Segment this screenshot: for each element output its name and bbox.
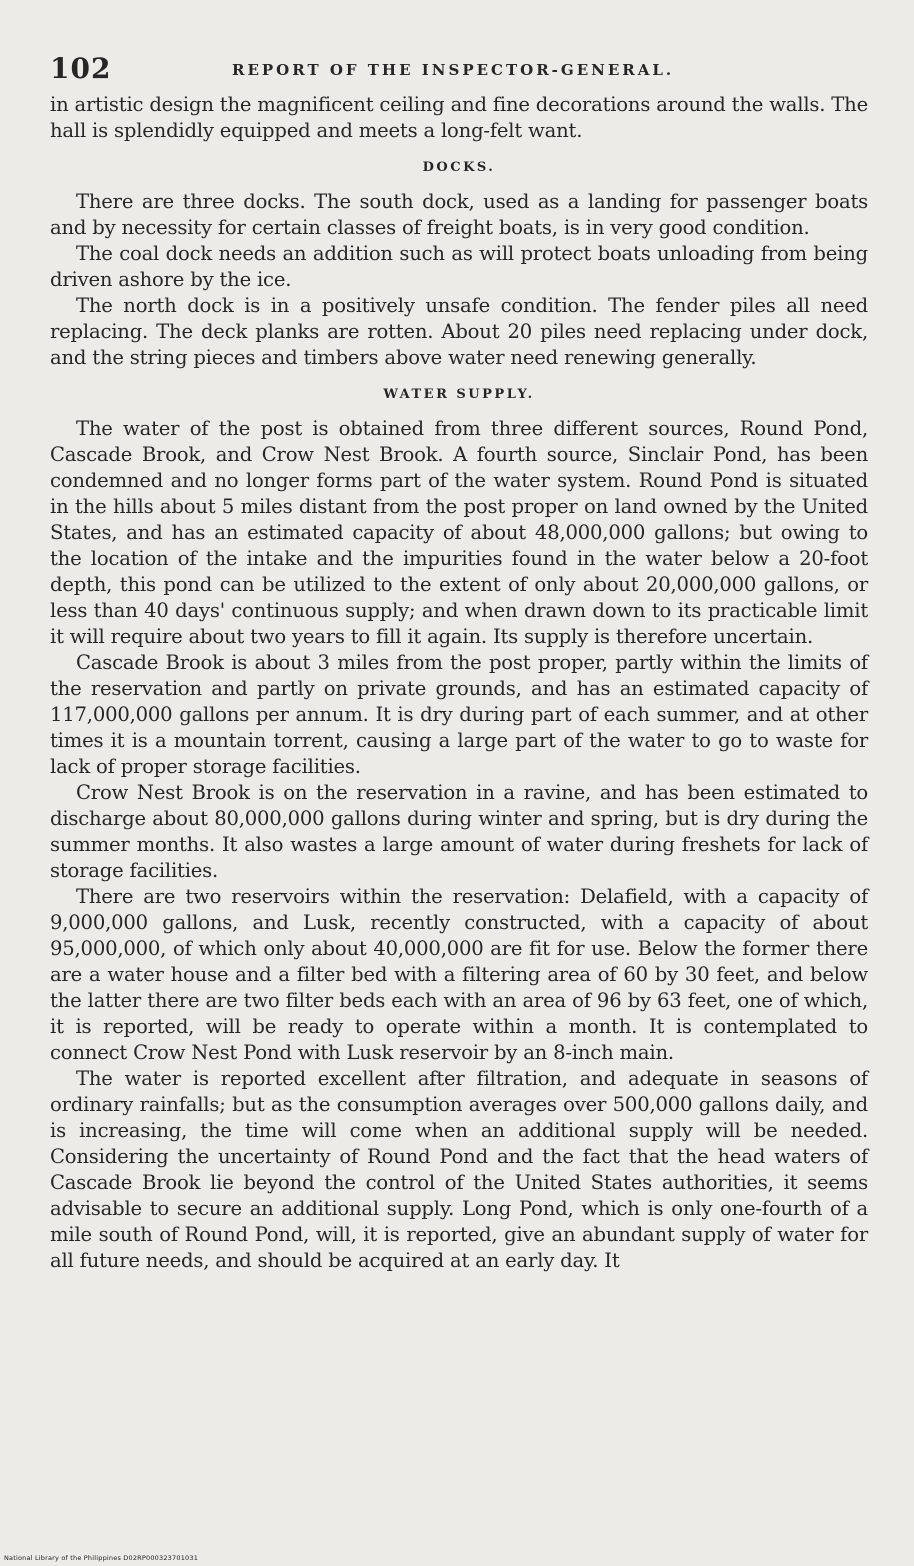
running-head xyxy=(50,52,868,92)
docks-paragraph: There are three docks. The south dock, used as a landing for passenger boats and by necessity for certain classes of freight boats, is in very good condition. xyxy=(50,190,868,239)
section-heading-docks: DOCKS. xyxy=(422,160,496,175)
header-title: REPORT OF THE INSPECTOR-GENERAL. xyxy=(232,61,675,79)
page-number: 102 xyxy=(50,52,112,85)
scan-footer-stamp: National Library of the Philippines D02RP000323701031 xyxy=(4,1554,199,1562)
water-supply-paragraph: There are two reservoirs within the reservation: Delafield, with a capacity of 9,000,000 gallons, and Lusk, recently constructed, with a capacity of about 95,000,000, of which only about 40,000,000 are fit for use. Below the former there are a water house and a filter bed with a filtering area of 60 by 30 feet, and below the latter there are two filter beds each with an area of 96 by 63 feet, one of which, it is reported, will be ready to operate within a month. It is contemplated to connect Crow Nest Pond with Lusk reservoir by an 8-inch main. xyxy=(50,885,868,1064)
section-heading-water-supply: WATER SUPPLY. xyxy=(383,387,535,402)
document-page xyxy=(50,52,868,1274)
intro-paragraph: in artistic design the magnificent ceiling and fine decorations around the walls. The hall is splendidly equipped and meets a long-felt want. xyxy=(50,93,868,142)
water-supply-paragraph: Cascade Brook is about 3 miles from the post proper, partly within the limits of the reservation and partly on private grounds, and has an estimated capacity of 117,000,000 gallons per annum. It is dry during part of each summer, and at other times it is a mountain torrent, causing a large part of the water to go to waste for lack of proper storage facilities. xyxy=(50,651,868,778)
docks-paragraph: The coal dock needs an addition such as will protect boats unloading from being driven ashore by the ice. xyxy=(50,242,868,291)
water-supply-paragraph: The water of the post is obtained from three different sources, Round Pond, Cascade Brook, and Crow Nest Brook. A fourth source, Sinclair Pond, has been condemned and no longer forms part of the water system. Round Pond is situated in the hills about 5 miles distant from the post proper on land owned by the United States, and has an estimated capacity of about 48,000,000 gallons; but owing to the location of the intake and the impurities found in the water below a 20-foot depth, this pond can be utilized to the extent of only about 20,000,000 gallons, or less than 40 days' continuous supply; and when drawn down to its practicable limit it will require about two years to fill it again. Its supply is therefore uncertain. xyxy=(50,417,868,648)
water-supply-paragraph: Crow Nest Brook is on the reservation in a ravine, and has been estimated to discharge about 80,000,000 gallons during winter and spring, but is dry during the summer months. It also wastes a large amount of water during freshets for lack of storage facilities. xyxy=(50,781,868,882)
water-supply-paragraph: The water is reported excellent after filtration, and adequate in seasons of ordinary rainfalls; but as the consumption averages over 500,000 gallons daily, and is increasing, the time will come when an additional supply will be needed. Considering the uncertainty of Round Pond and the fact that the head waters of Cascade Brook lie beyond the control of the United States authorities, it seems advisable to secure an additional supply. Long Pond, which is only one-fourth of a mile south of Round Pond, will, it is reported, give an abundant supply of water for all future needs, and should be acquired at an early day. It xyxy=(50,1067,868,1272)
docks-paragraph: The north dock is in a positively unsafe condition. The fender piles all need replacing. The deck planks are rotten. About 20 piles need replacing under dock, and the string pieces and timbers above water need renewing generally. xyxy=(50,294,868,369)
